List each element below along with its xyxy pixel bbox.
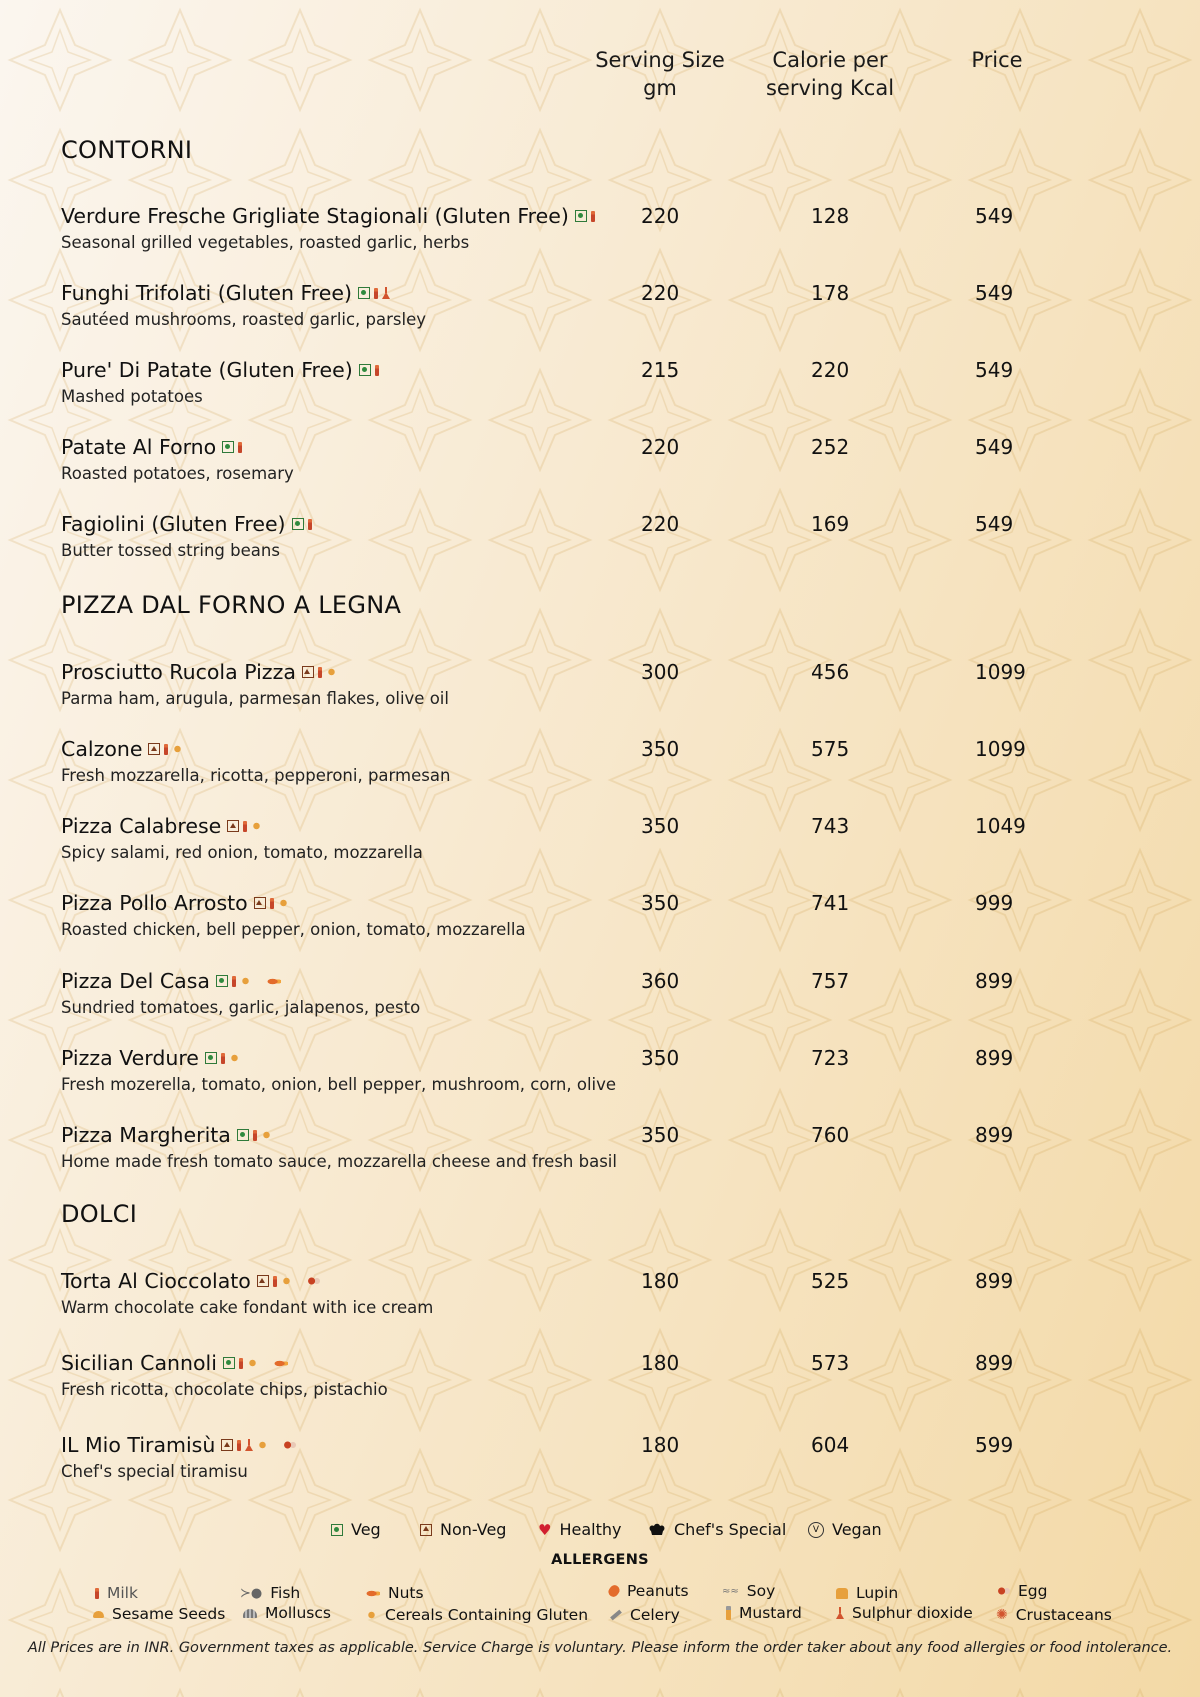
wheat-icon [171,743,184,754]
item-description: Chef's special tiramisu [61,1462,248,1481]
item-name: Sicilian Cannoli [61,1351,217,1375]
item-calories: 128 [811,204,850,228]
allergen-molluscs-label: Molluscs [265,1604,331,1622]
peanut-icon [606,1583,621,1599]
item-calories: 525 [811,1269,850,1293]
milk-icon [591,211,595,222]
nonveg-icon [420,1524,432,1536]
sesame-icon [93,1611,104,1618]
header-price [947,46,1047,74]
allergen-gluten-label: Cereals Containing Gluten [385,1606,589,1624]
footer-note: All Prices are in INR. Government taxes as applicable. Service Charge is voluntary. Please inform the order taker about any food allergies or food intolerance. [27,1640,1173,1656]
milk-icon [374,288,378,299]
veg-icon [205,1052,217,1064]
item-name-line [61,511,312,537]
menu-item [61,1268,1141,1328]
allergen-peanuts [609,1582,689,1600]
legend-vegan [808,1520,882,1539]
item-serving-size: 350 [641,814,680,838]
item-name: Fagiolini (Gluten Free) [61,512,286,536]
wheat-icon [228,1052,241,1063]
item-description: Warm chocolate cake fondant with ice cream [61,1298,434,1317]
item-name: Verdure Fresche Grigliate Stagionali (Gluten Free) [61,204,569,228]
milk-icon [232,976,236,987]
allergen-mustard-label: Mustard [739,1604,802,1622]
allergen-lupin [836,1584,898,1602]
flask-icon [245,1439,253,1451]
legend-chef [648,1520,786,1539]
legend-nonveg [420,1520,506,1539]
allergen-mustard [726,1604,802,1622]
item-name-line [61,813,262,839]
item-name: Patate Al Forno [61,435,217,459]
item-name-line [61,203,595,229]
wheat-icon [239,975,252,986]
item-price: 549 [975,281,1014,305]
allergen-milk [95,1584,138,1602]
item-calories: 741 [811,891,850,915]
item-name-line [61,1268,320,1294]
nonveg-icon [254,897,266,909]
item-description: Sautéed mushrooms, roasted garlic, parsley [61,310,427,329]
allergen-peanuts-label: Peanuts [627,1582,689,1600]
item-price: 899 [975,1269,1014,1293]
item-description: Butter tossed string beans [61,541,280,560]
item-price: 899 [975,969,1014,993]
item-description: Fresh ricotta, chocolate chips, pistachio [61,1380,388,1399]
item-serving-size: 220 [641,512,680,536]
veg-icon [358,287,370,299]
milk-icon [375,365,379,376]
allergen-nuts [366,1584,424,1602]
item-serving-size: 220 [641,435,680,459]
item-name-line [61,1122,272,1148]
egg-icon [308,1277,320,1285]
item-description: Home made fresh tomato sauce, mozzarella cheese and fresh basil [61,1152,617,1171]
item-icons [257,1275,320,1287]
veg-icon [216,975,228,987]
item-serving-size: 360 [641,969,680,993]
item-name-line [61,357,379,383]
item-serving-size: 350 [641,1046,680,1070]
milk-icon [164,744,168,755]
item-icons [205,1052,240,1064]
item-price: 549 [975,435,1014,459]
item-serving-size: 350 [641,737,680,761]
menu-item [61,434,1141,494]
item-icons [222,441,242,453]
menu-item [61,511,1141,571]
wheat-icon [280,1275,293,1286]
menu-item [61,280,1141,340]
legend-veg [331,1520,381,1539]
shell-icon [243,1609,257,1618]
item-description: Roasted potatoes, rosemary [61,464,294,483]
item-icons [221,1439,296,1451]
item-icons [254,897,289,909]
wheat-icon [256,1439,269,1450]
allergen-fish-label: Fish [270,1584,301,1602]
milk-icon [221,1053,225,1064]
item-description: Mashed potatoes [61,387,203,406]
menu-item [61,890,1141,950]
nonveg-icon [148,743,160,755]
veg-icon [237,1129,249,1141]
allergen-egg-label: Egg [1018,1582,1048,1600]
item-price: 599 [975,1433,1014,1457]
veg-icon [359,364,371,376]
legend-vegan-label: Vegan [832,1520,882,1539]
item-calories: 573 [811,1351,850,1375]
item-name: Pizza Verdure [61,1046,199,1070]
item-icons [302,666,337,678]
veg-icon [331,1524,343,1536]
allergen-sulphur-label: Sulphur dioxide [852,1604,973,1622]
allergen-milk-label: Milk [107,1584,138,1602]
item-description: Spicy salami, red onion, tomato, mozzarella [61,843,423,862]
celery-icon [610,1610,622,1621]
item-price: 899 [975,1351,1014,1375]
wheat-icon [246,1357,259,1368]
item-serving-size: 300 [641,660,680,684]
legend-chef-label: Chef's Special [674,1520,787,1539]
item-name-line [61,280,390,306]
item-serving-size: 215 [641,358,680,382]
nonveg-icon [257,1275,269,1287]
item-name: Pizza Del Casa [61,969,210,993]
item-name-line [61,434,242,460]
item-name: Pizza Calabrese [61,814,222,838]
header-calorie-line1: Calorie per [772,48,888,72]
veg-icon [223,1357,235,1369]
milk-icon [308,519,312,530]
menu-item [61,357,1141,417]
chef-hat-icon [648,1523,666,1537]
item-name-line [61,1432,296,1458]
vegan-icon: V [808,1522,824,1538]
item-calories: 757 [811,969,850,993]
menu-item [61,203,1141,263]
nuts-icon [267,977,281,986]
item-serving-size: 350 [641,891,680,915]
wheat-icon [325,666,338,677]
item-calories: 723 [811,1046,850,1070]
menu-item [61,1432,1141,1492]
item-icons [237,1129,272,1141]
allergen-sesame [93,1605,225,1623]
item-icons [358,287,390,299]
item-serving-size: 350 [641,1123,680,1147]
milk-icon [95,1588,99,1599]
item-calories: 252 [811,435,850,459]
item-name: Pizza Margherita [61,1123,231,1147]
item-name: Pizza Pollo Arrosto [61,891,248,915]
item-price: 899 [975,1123,1014,1147]
item-calories: 743 [811,814,850,838]
item-name: Torta Al Cioccolato [61,1269,251,1293]
legend-healthy-label: Healthy [559,1520,622,1539]
item-name: Funghi Trifolati (Gluten Free) [61,281,353,305]
allergen-celery-label: Celery [630,1606,680,1624]
item-serving-size: 180 [641,1433,680,1457]
header-price-label: Price [971,48,1023,72]
nuts-icon [366,1589,380,1598]
section-title: PIZZA DAL FORNO A LEGNA [61,591,402,619]
allergen-egg [998,1582,1047,1600]
item-description: Parma ham, arugula, parmesan flakes, olive oil [61,689,449,708]
item-calories: 575 [811,737,850,761]
item-price: 899 [975,1046,1014,1070]
wheat-icon [250,820,263,831]
menu-item [61,968,1141,1028]
allergen-gluten [366,1606,588,1624]
flask-icon [836,1607,844,1619]
item-price: 549 [975,358,1014,382]
menu-item [61,659,1141,719]
flask-icon [382,287,390,299]
milk-icon [237,1440,241,1451]
item-name: Pure' Di Patate (Gluten Free) [61,358,353,382]
item-name: Prosciutto Rucola Pizza [61,660,296,684]
item-calories: 604 [811,1433,850,1457]
item-name-line [61,736,183,762]
nonveg-icon [302,666,314,678]
item-description: Roasted chicken, bell pepper, onion, tomato, mozzarella [61,920,526,939]
lupin-icon [836,1588,848,1599]
item-serving-size: 180 [641,1269,680,1293]
wheat-icon [365,1609,378,1620]
milk-icon [243,821,247,832]
item-description: Seasonal grilled vegetables, roasted garlic, herbs [61,233,470,252]
item-calories: 178 [811,281,850,305]
header-calorie-line2: serving Kcal [765,76,895,100]
wheat-icon [277,897,290,908]
section-title: CONTORNI [61,136,193,164]
item-serving-size: 220 [641,204,680,228]
veg-icon [222,441,234,453]
item-description: Fresh mozzarella, ricotta, pepperoni, parmesan [61,766,451,785]
item-name: Calzone [61,737,143,761]
item-icons [359,364,379,376]
item-description: Sundried tomatoes, garlic, jalapenos, pesto [61,998,421,1017]
item-icons [216,975,281,987]
item-icons [227,820,262,832]
nuts-icon [274,1359,288,1368]
item-name: IL Mio Tiramisù [61,1433,216,1457]
item-price: 999 [975,891,1014,915]
item-name-line [61,890,289,916]
header-calorie [755,46,905,102]
allergen-crustaceans [996,1606,1112,1624]
egg-icon [998,1587,1010,1595]
allergen-lupin-label: Lupin [856,1584,899,1602]
item-name-line [61,659,337,685]
item-serving-size: 180 [641,1351,680,1375]
item-price: 549 [975,512,1014,536]
item-price: 1099 [975,660,1026,684]
nonveg-icon [221,1439,233,1451]
menu-item [61,1045,1141,1105]
egg-icon [284,1441,296,1449]
soy-icon: ≈≈ [722,1585,739,1597]
nonveg-icon [227,820,239,832]
menu-item [61,1122,1141,1182]
item-calories: 760 [811,1123,850,1147]
menu-item [61,813,1141,873]
legend-veg-label: Veg [351,1520,381,1539]
fish-icon: ≻● [240,1585,263,1601]
milk-icon [318,667,322,678]
header-serving-line2: gm [643,76,677,100]
item-name-line [61,968,281,994]
section-title: DOLCI [61,1200,138,1228]
allergen-fish [240,1584,300,1602]
milk-icon [253,1130,257,1141]
item-calories: 220 [811,358,850,382]
allergens-title: ALLERGENS [551,1552,649,1568]
item-price: 549 [975,204,1014,228]
item-serving-size: 220 [641,281,680,305]
legend-healthy [538,1520,621,1539]
item-price: 1049 [975,814,1026,838]
heart-icon: ♥ [538,1520,552,1539]
item-name-line [61,1045,240,1071]
allergen-sesame-label: Sesame Seeds [112,1605,226,1623]
allergen-soy-label: Soy [746,1582,776,1600]
header-serving-size [590,46,730,102]
milk-icon [238,442,242,453]
item-icons [148,743,183,755]
allergen-crustaceans-label: Crustaceans [1015,1606,1112,1624]
header-serving-line1: Serving Size [595,48,725,72]
allergen-soy [722,1582,775,1600]
item-calories: 169 [811,512,850,536]
milk-icon [270,898,274,909]
allergen-nuts-label: Nuts [388,1584,424,1602]
allergen-molluscs [243,1604,331,1622]
item-icons [575,210,595,222]
menu-item [61,1350,1141,1410]
milk-icon [239,1358,243,1369]
allergen-celery [610,1606,680,1624]
legend-nonveg-label: Non-Veg [440,1520,507,1539]
veg-icon [292,518,304,530]
item-calories: 456 [811,660,850,684]
crab-icon: ✺ [996,1607,1008,1623]
menu-item [61,736,1141,796]
item-icons [223,1357,288,1369]
veg-icon [575,210,587,222]
item-description: Fresh mozerella, tomato, onion, bell pepper, mushroom, corn, olive [61,1075,617,1094]
item-name-line [61,1350,288,1376]
item-icons [292,518,312,530]
diet-legend [0,1520,1200,1542]
wheat-icon [260,1129,273,1140]
milk-icon [273,1276,277,1287]
mustard-icon [726,1606,731,1620]
item-price: 1099 [975,737,1026,761]
allergen-sulphur [836,1604,973,1622]
